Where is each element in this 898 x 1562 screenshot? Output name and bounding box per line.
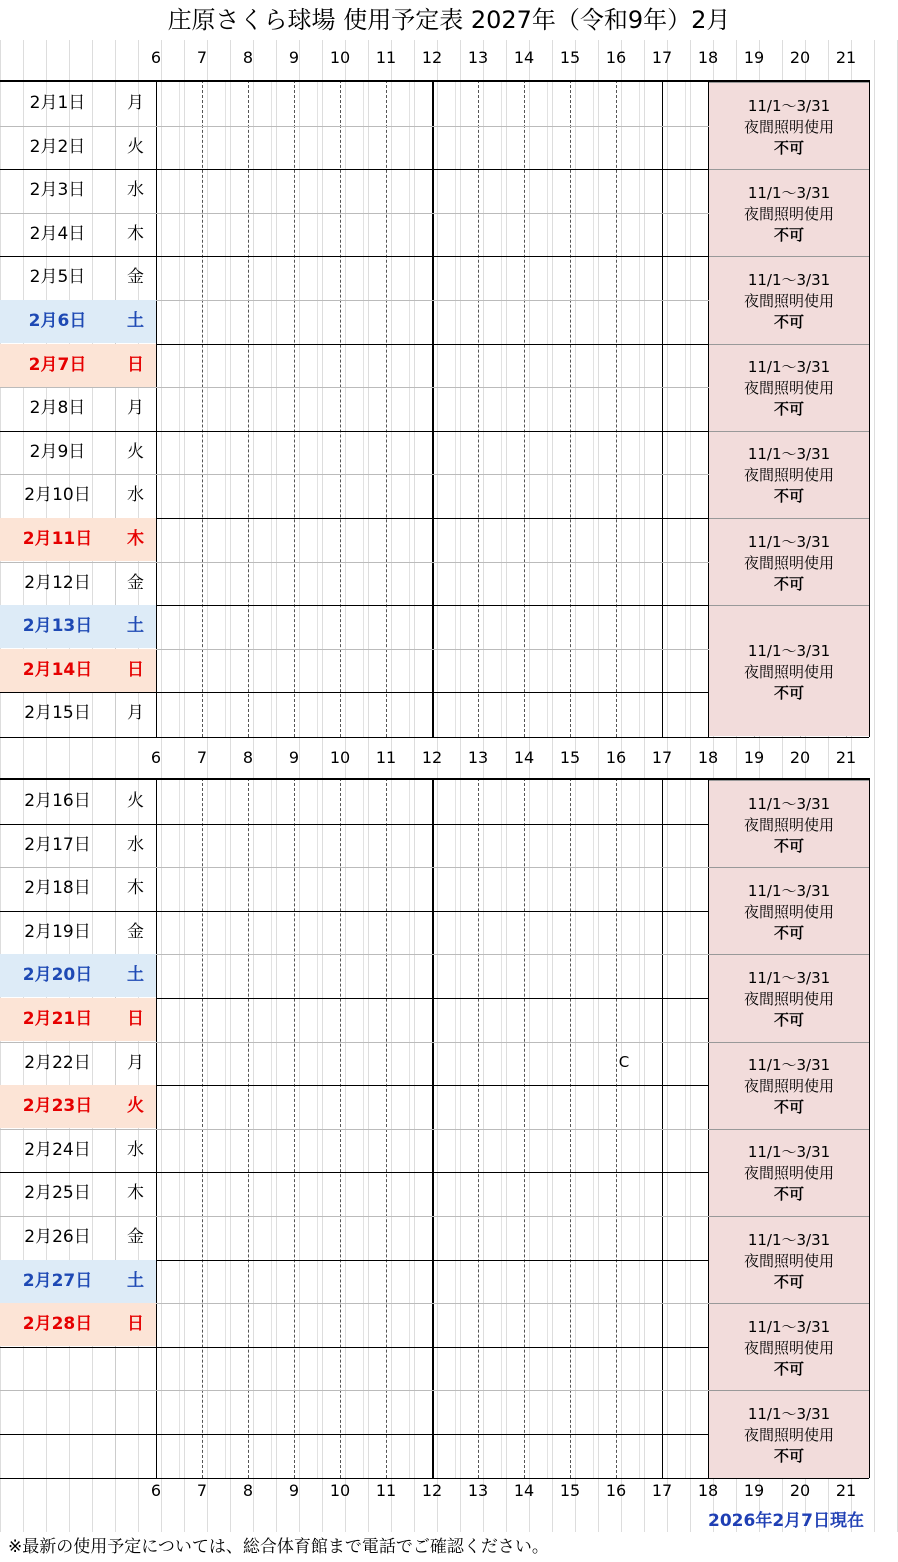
hour-label: 12 xyxy=(421,748,443,767)
grid-line xyxy=(667,40,668,1532)
half-hour-line xyxy=(455,80,456,737)
night-lighting-notice xyxy=(709,1303,869,1390)
hour-label: 19 xyxy=(743,48,765,67)
night-notice-line3: 不可 xyxy=(773,312,804,331)
hour-label: 11 xyxy=(375,748,397,767)
day-date: 2月3日 xyxy=(29,180,86,201)
page-title: 庄原さくら球場 使用予定表 2027年（令和9年）2月 xyxy=(167,6,731,34)
footnote: ※最新の使用予定については、総合体育館まで電話でご確認ください。 xyxy=(8,1537,549,1557)
day-of-week: 水 xyxy=(127,180,144,201)
night-notice-line2: 夜間照明使用 xyxy=(743,989,834,1008)
day-of-week: 金 xyxy=(127,572,144,593)
hour-label: 11 xyxy=(375,1481,397,1500)
night-lighting-notice xyxy=(709,256,869,343)
day-of-week: 火 xyxy=(115,1085,156,1128)
half-hour-line xyxy=(685,80,686,737)
day-of-week: 日 xyxy=(115,344,156,387)
day-date: 2月10日 xyxy=(24,485,91,506)
hour-column-line xyxy=(156,80,157,737)
grid-line xyxy=(414,40,415,1532)
night-lighting-notice xyxy=(709,169,869,256)
night-lighting-notice xyxy=(709,1042,869,1129)
night-notice-line1: 11/1～3/31 xyxy=(747,532,831,551)
hour-label: 6 xyxy=(150,48,162,67)
night-notice-line2: 夜間照明使用 xyxy=(743,1251,834,1270)
day-of-week xyxy=(115,1434,156,1477)
hour-label: 16 xyxy=(605,48,627,67)
day-of-week: 木 xyxy=(127,1183,144,1204)
night-notice-line2: 夜間照明使用 xyxy=(743,1338,834,1357)
grid-line xyxy=(391,40,392,1532)
grid-line xyxy=(460,40,461,1532)
hour-label: 12 xyxy=(421,48,443,67)
night-notice-line3: 不可 xyxy=(773,225,804,244)
day-of-week: 日 xyxy=(115,1303,156,1346)
day-date: 2月14日 xyxy=(0,649,115,692)
day-date: 2月27日 xyxy=(0,1260,115,1303)
night-notice-line2: 夜間照明使用 xyxy=(743,1164,834,1183)
day-date: 2月18日 xyxy=(24,878,91,899)
half-hour-line xyxy=(639,80,640,737)
night-notice-line1: 11/1～3/31 xyxy=(747,794,831,813)
hour-label: 15 xyxy=(559,48,581,67)
hour-label: 6 xyxy=(150,1481,162,1500)
hour-label: 19 xyxy=(743,748,765,767)
night-notice-line1: 11/1～3/31 xyxy=(747,1404,831,1423)
hour-label: 14 xyxy=(513,748,535,767)
night-notice-line2: 夜間照明使用 xyxy=(743,553,834,572)
day-date: 2月17日 xyxy=(24,834,91,855)
grid-line xyxy=(552,40,553,1532)
hour-label: 8 xyxy=(242,48,254,67)
night-notice-line3: 不可 xyxy=(773,683,804,702)
hour-label: 8 xyxy=(242,1481,254,1500)
hour-label: 10 xyxy=(329,1481,351,1500)
day-date: 2月13日 xyxy=(0,605,115,648)
grid-line xyxy=(506,40,507,1532)
hour-label: 12 xyxy=(421,1481,443,1500)
day-of-week: 火 xyxy=(127,791,144,811)
night-notice-line1: 11/1～3/31 xyxy=(747,881,831,900)
day-date: 2月25日 xyxy=(24,1183,91,1204)
day-date: 2月28日 xyxy=(0,1303,115,1346)
night-notice-line3: 不可 xyxy=(773,1359,804,1378)
night-notice-line1: 11/1～3/31 xyxy=(747,96,831,115)
night-notice-line2: 夜間照明使用 xyxy=(743,379,834,398)
hour-label: 7 xyxy=(196,48,208,67)
night-notice-line1: 11/1～3/31 xyxy=(747,1230,831,1249)
grid-line xyxy=(690,40,691,1532)
hour-label: 11 xyxy=(375,48,397,67)
hour-label: 14 xyxy=(513,48,535,67)
row-line xyxy=(0,737,869,738)
night-notice-line1: 11/1～3/31 xyxy=(747,968,831,987)
day-of-week: 月 xyxy=(127,398,144,419)
hour-label: 14 xyxy=(513,1481,535,1500)
day-date: 2月21日 xyxy=(0,998,115,1041)
night-lighting-notice xyxy=(709,1129,869,1216)
hour-label: 17 xyxy=(651,48,673,67)
day-of-week: 月 xyxy=(127,703,144,724)
grid-line xyxy=(529,40,530,1532)
grid-line xyxy=(483,40,484,1532)
night-notice-line1: 11/1～3/31 xyxy=(747,641,831,660)
hour-label: 18 xyxy=(697,48,719,67)
grid-line xyxy=(598,40,599,1532)
day-of-week xyxy=(115,1347,156,1390)
night-notice-line3: 不可 xyxy=(773,1185,804,1204)
hour-label: 15 xyxy=(559,1481,581,1500)
hour-column-line xyxy=(386,80,387,737)
day-date: 2月23日 xyxy=(0,1085,115,1128)
day-date: 2月6日 xyxy=(0,300,115,343)
day-date: 2月26日 xyxy=(24,1227,91,1247)
night-notice-line2: 夜間照明使用 xyxy=(743,117,834,136)
night-notice-line1: 11/1～3/31 xyxy=(747,1056,831,1075)
night-lighting-notice xyxy=(709,431,869,518)
hour-column-line xyxy=(432,80,434,737)
hour-label: 13 xyxy=(467,748,489,767)
day-date: 2月9日 xyxy=(29,441,86,462)
grid-line xyxy=(437,40,438,1532)
day-date xyxy=(0,1390,115,1433)
day-of-week: 土 xyxy=(115,954,156,997)
grid-line xyxy=(322,40,323,1532)
night-lighting-notice xyxy=(709,82,869,169)
grid-line xyxy=(345,40,346,1532)
grid-line xyxy=(253,40,254,1532)
night-notice-line1: 11/1～3/31 xyxy=(747,358,831,377)
night-notice-line3: 不可 xyxy=(773,836,804,855)
night-notice-line3: 不可 xyxy=(773,1272,804,1291)
grid-line xyxy=(621,40,622,1532)
night-notice-line2: 夜間照明使用 xyxy=(743,1425,834,1444)
day-date: 2月20日 xyxy=(0,954,115,997)
hour-label: 10 xyxy=(329,48,351,67)
hour-column-line xyxy=(570,80,571,737)
table-right-border xyxy=(869,80,870,737)
half-hour-line xyxy=(271,80,272,737)
day-date: 2月2日 xyxy=(29,136,86,157)
night-notice-line1: 11/1～3/31 xyxy=(747,270,831,289)
day-date: 2月8日 xyxy=(29,398,86,419)
as-of-date: 2026年2月7日現在 xyxy=(708,1511,864,1531)
night-notice-line2: 夜間照明使用 xyxy=(743,902,834,921)
grid-line xyxy=(299,40,300,1532)
hour-column-line xyxy=(662,80,663,737)
hour-label: 18 xyxy=(697,748,719,767)
night-lighting-notice xyxy=(709,344,869,431)
night-notice-line1: 11/1～3/31 xyxy=(747,183,831,202)
grid-line xyxy=(644,40,645,1532)
day-of-week xyxy=(115,1390,156,1433)
day-date: 2月15日 xyxy=(24,703,91,724)
day-of-week: 土 xyxy=(115,605,156,648)
half-hour-line xyxy=(409,80,410,737)
grid-line xyxy=(184,40,185,1532)
half-hour-line xyxy=(317,80,318,737)
hour-label: 9 xyxy=(288,48,300,67)
night-notice-line3: 不可 xyxy=(773,574,804,593)
day-of-week: 土 xyxy=(115,1260,156,1303)
day-of-week: 日 xyxy=(115,649,156,692)
night-lighting-notice xyxy=(709,1216,869,1303)
hour-label: 10 xyxy=(329,748,351,767)
hour-label: 7 xyxy=(196,748,208,767)
day-date: 2月5日 xyxy=(29,267,86,288)
hour-label: 19 xyxy=(743,1481,765,1500)
day-date: 2月22日 xyxy=(24,1052,91,1073)
half-hour-line xyxy=(179,80,180,737)
day-date: 2月16日 xyxy=(24,791,91,811)
hour-column-line xyxy=(616,80,617,737)
day-of-week: 木 xyxy=(127,878,144,899)
hour-label: 20 xyxy=(789,48,811,67)
hour-label: 21 xyxy=(835,748,857,767)
night-notice-line2: 夜間照明使用 xyxy=(743,662,834,681)
grid-line xyxy=(368,40,369,1532)
day-date: 2月4日 xyxy=(29,223,86,244)
day-of-week: 水 xyxy=(127,1139,144,1160)
grid-line xyxy=(207,40,208,1532)
hour-label: 13 xyxy=(467,48,489,67)
hour-label: 18 xyxy=(697,1481,719,1500)
half-hour-line xyxy=(363,80,364,737)
day-of-week: 金 xyxy=(127,1227,144,1247)
hour-label: 7 xyxy=(196,1481,208,1500)
hour-label: 15 xyxy=(559,748,581,767)
night-lighting-notice xyxy=(709,954,869,1041)
hour-column-line xyxy=(478,80,479,737)
night-lighting-notice xyxy=(709,605,869,736)
night-notice-line3: 不可 xyxy=(773,923,804,942)
day-of-week: 水 xyxy=(127,834,144,855)
hour-label: 13 xyxy=(467,1481,489,1500)
day-of-week: 土 xyxy=(115,300,156,343)
day-of-week: 火 xyxy=(127,441,144,462)
day-of-week: 木 xyxy=(127,223,144,244)
day-date: 2月7日 xyxy=(0,344,115,387)
grid-line xyxy=(230,40,231,1532)
grid-line xyxy=(276,40,277,1532)
night-notice-line3: 不可 xyxy=(773,138,804,157)
half-hour-line xyxy=(501,80,502,737)
night-lighting-notice xyxy=(709,518,869,605)
night-notice-line2: 夜間照明使用 xyxy=(743,204,834,223)
night-notice-line3: 不可 xyxy=(773,1098,804,1117)
hour-label: 20 xyxy=(789,748,811,767)
night-lighting-notice xyxy=(709,867,869,954)
reservation-label: C xyxy=(618,1052,630,1071)
night-notice-line3: 不可 xyxy=(773,487,804,506)
day-of-week: 金 xyxy=(127,267,144,288)
day-date: 2月11日 xyxy=(0,518,115,561)
day-date: 2月24日 xyxy=(24,1139,91,1160)
hour-label: 6 xyxy=(150,748,162,767)
half-hour-line xyxy=(547,80,548,737)
half-hour-line xyxy=(593,80,594,737)
hour-label: 16 xyxy=(605,1481,627,1500)
day-of-week: 水 xyxy=(127,485,144,506)
hour-label: 8 xyxy=(242,748,254,767)
hour-label: 17 xyxy=(651,748,673,767)
day-of-week: 月 xyxy=(127,93,144,113)
hour-column-line xyxy=(248,80,249,737)
day-date xyxy=(0,1347,115,1390)
hour-label: 16 xyxy=(605,748,627,767)
hour-label: 21 xyxy=(835,48,857,67)
night-notice-line3: 不可 xyxy=(773,1010,804,1029)
grid-line xyxy=(575,40,576,1532)
night-lighting-notice xyxy=(709,1390,869,1477)
hour-label: 20 xyxy=(789,1481,811,1500)
night-notice-line1: 11/1～3/31 xyxy=(747,445,831,464)
hour-column-line xyxy=(202,80,203,737)
hour-label: 9 xyxy=(288,748,300,767)
hour-column-line xyxy=(340,80,341,737)
night-notice-line1: 11/1～3/31 xyxy=(747,1143,831,1162)
hour-label: 21 xyxy=(835,1481,857,1500)
hour-column-line xyxy=(294,80,295,737)
grid-line xyxy=(161,40,162,1532)
day-date: 2月1日 xyxy=(29,93,86,113)
hour-label: 17 xyxy=(651,1481,673,1500)
day-date: 2月19日 xyxy=(24,921,91,942)
night-notice-line1: 11/1～3/31 xyxy=(747,1317,831,1336)
night-notice-line2: 夜間照明使用 xyxy=(743,1077,834,1096)
night-notice-line2: 夜間照明使用 xyxy=(743,466,834,485)
night-notice-line2: 夜間照明使用 xyxy=(743,815,834,834)
night-notice-line2: 夜間照明使用 xyxy=(743,291,834,310)
day-of-week: 金 xyxy=(127,921,144,942)
day-of-week: 月 xyxy=(127,1052,144,1073)
row-line xyxy=(0,1478,869,1479)
table-right-border xyxy=(869,778,870,1478)
day-of-week: 火 xyxy=(127,136,144,157)
day-of-week: 日 xyxy=(115,998,156,1041)
day-of-week: 木 xyxy=(115,518,156,561)
night-notice-line3: 不可 xyxy=(773,400,804,419)
night-lighting-notice xyxy=(709,780,869,867)
day-date xyxy=(0,1434,115,1477)
grid-line xyxy=(874,40,875,1532)
hour-column-line xyxy=(524,80,525,737)
day-date: 2月12日 xyxy=(24,572,91,593)
half-hour-line xyxy=(225,80,226,737)
hour-label: 9 xyxy=(288,1481,300,1500)
night-notice-line3: 不可 xyxy=(773,1446,804,1465)
